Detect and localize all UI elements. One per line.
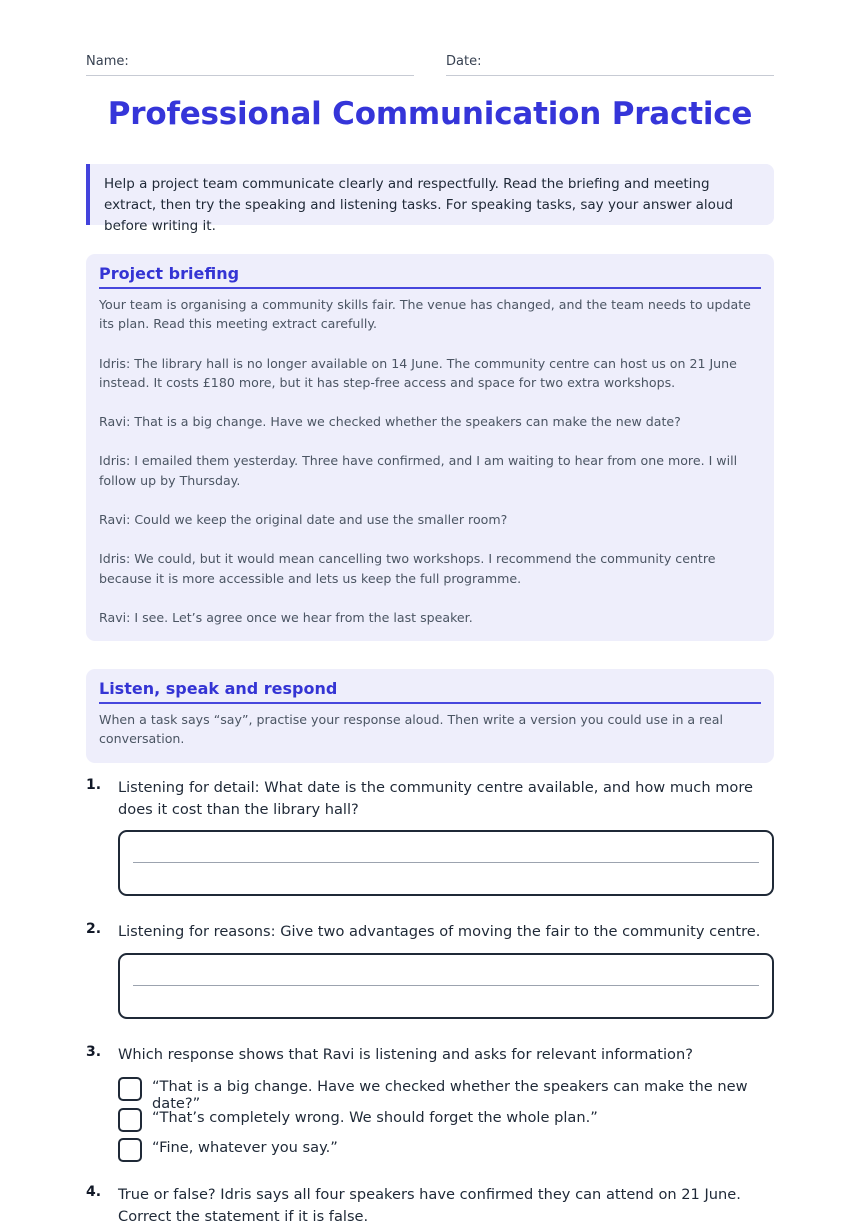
question-number: 3. [86,1044,102,1060]
question-number: 4. [86,1184,102,1200]
page-title: Professional Communication Practice [107,96,753,132]
checkbox[interactable] [118,1108,142,1132]
listen-text: When a task says “say”, practise your response aloud. Then write a version you could use in a real conversation. [99,712,724,747]
question-number: 1. [86,777,102,793]
briefing-paragraph: Your team is organising a community skills fair. The venue has changed, and the team needs to update its plan. Read this meeting extract carefully. [99,297,751,332]
question-text: Listening for reasons: Give two advantages of moving the fair to the community centre. [118,923,761,940]
option-text: “Fine, whatever you say.” [152,1139,338,1156]
question-text: Which response shows that Ravi is listening and asks for relevant information? [118,1046,693,1063]
answer-line [133,985,759,986]
option-1[interactable] [118,1077,774,1112]
option-3[interactable] [118,1138,774,1162]
listen-card [86,669,774,763]
option-2[interactable] [118,1108,774,1132]
intro-callout: Help a project team communicate clearly and respectfully. Read the briefing and meeting extract, then try the speaking and listening tasks. For speaking tasks, say your answer aloud before writing it. [86,164,774,225]
question-text: Listening for detail: What date is the community centre available, and how much more does it cost than the library hall? [118,779,754,818]
answer-box[interactable] [118,953,774,1019]
briefing-heading: Project briefing [99,264,761,289]
question-number: 2. [86,921,102,937]
answer-box[interactable] [118,830,774,896]
briefing-paragraph: Ravi: That is a big change. Have we checked whether the speakers can make the new date? [99,414,681,430]
question-text: True or false? Idris says all four speakers have confirmed they can attend on 21 June. Correct the statement if it is false. [118,1186,741,1225]
name-label: Name: [86,54,129,69]
briefing-paragraph: Ravi: I see. Let’s agree once we hear from the last speaker. [99,609,473,625]
briefing-text [99,295,761,627]
date-field[interactable] [446,54,774,76]
briefing-paragraph: Idris: We could, but it would mean cancelling two workshops. I recommend the community centre because it is more accessible and lets us keep the full programme. [99,551,716,586]
briefing-paragraph: Ravi: Could we keep the original date and use the smaller room? [99,512,508,528]
checkbox[interactable] [118,1077,142,1101]
header-row [86,54,774,76]
option-text: “That is a big change. Have we checked whether the speakers can make the new date?” [152,1078,748,1112]
answer-line [133,862,759,863]
briefing-paragraph: Idris: The library hall is no longer available on 14 June. The community centre can host us on 21 June instead. It costs £180 more, but it has step-free access and space for two extra workshops. [99,355,737,390]
listen-heading: Listen, speak and respond [99,679,761,704]
briefing-card [86,254,774,641]
briefing-paragraph: Idris: I emailed them yesterday. Three have confirmed, and I am waiting to hear from one more. I will follow up by Thursday. [99,453,738,488]
option-text: “That’s completely wrong. We should forget the whole plan.” [152,1109,598,1126]
name-field[interactable] [86,54,414,76]
checkbox[interactable] [118,1138,142,1162]
date-label: Date: [446,54,482,69]
